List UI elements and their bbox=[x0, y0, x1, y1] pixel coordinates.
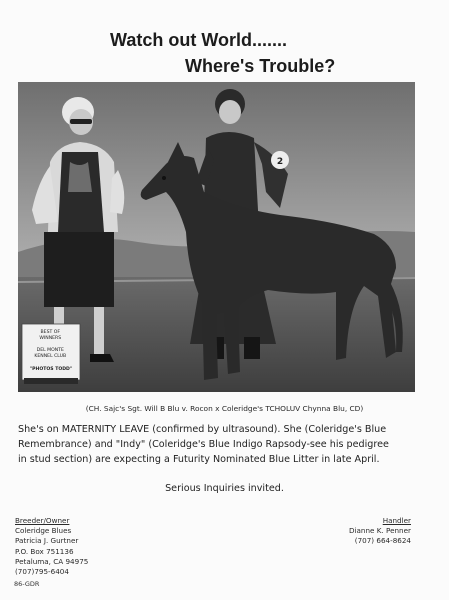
handler-name: Dianne K. Penner bbox=[348, 526, 411, 536]
breeder-line: Petaluma, CA 94975 bbox=[15, 556, 89, 566]
body-line: She's on MATERNITY LEAVE (confirmed by ultrasound). She (Coleridge's Blue bbox=[18, 424, 387, 435]
breeder-line: Patricia J. Gurtner bbox=[15, 536, 79, 546]
body-line: Remembrance) and "Indy" (Coleridge's Blue Indigo Rapsody-see his pedigree bbox=[18, 439, 389, 450]
body-paragraph bbox=[18, 422, 438, 467]
sign-line: WINNERS bbox=[39, 336, 62, 341]
sign-line: "PHOTOS TODD" bbox=[29, 367, 73, 372]
sign-line: KENNEL CLUB bbox=[34, 354, 67, 359]
handler-block bbox=[349, 516, 411, 547]
breeder-line: P.O. Box 751136 bbox=[15, 546, 74, 556]
headline-line-1: Watch out World....... bbox=[110, 30, 287, 50]
handler-title: Handler bbox=[382, 516, 411, 525]
inquiries-line: Serious Inquiries invited. bbox=[165, 483, 284, 494]
page-number: 86-GDR bbox=[14, 580, 40, 588]
body-line: in stud section) are expecting a Futurity Nominated Blue Litter in late April. bbox=[18, 454, 380, 465]
photo-caption: (CH. Sajc's Sgt. Will B Blu v. Rocon x Coleridge's TCHOLUV Chynna Blu, CD) bbox=[85, 404, 364, 413]
sign-line: BEST OF bbox=[40, 330, 61, 335]
sign-line: DEL MONTE bbox=[36, 348, 64, 353]
armband-number: 2 bbox=[276, 157, 284, 167]
breeder-owner-block bbox=[15, 516, 88, 577]
headline-line-2: Where's Trouble? bbox=[185, 56, 336, 76]
breeder-line: Coleridge Blues bbox=[15, 526, 72, 536]
dog-show-photo bbox=[18, 82, 415, 392]
breeder-line: (707)795-6404 bbox=[15, 567, 69, 577]
breeder-title: Breeder/Owner bbox=[15, 516, 70, 525]
handler-phone: (707) 664-8624 bbox=[354, 536, 411, 546]
photo-illustration bbox=[18, 82, 415, 392]
